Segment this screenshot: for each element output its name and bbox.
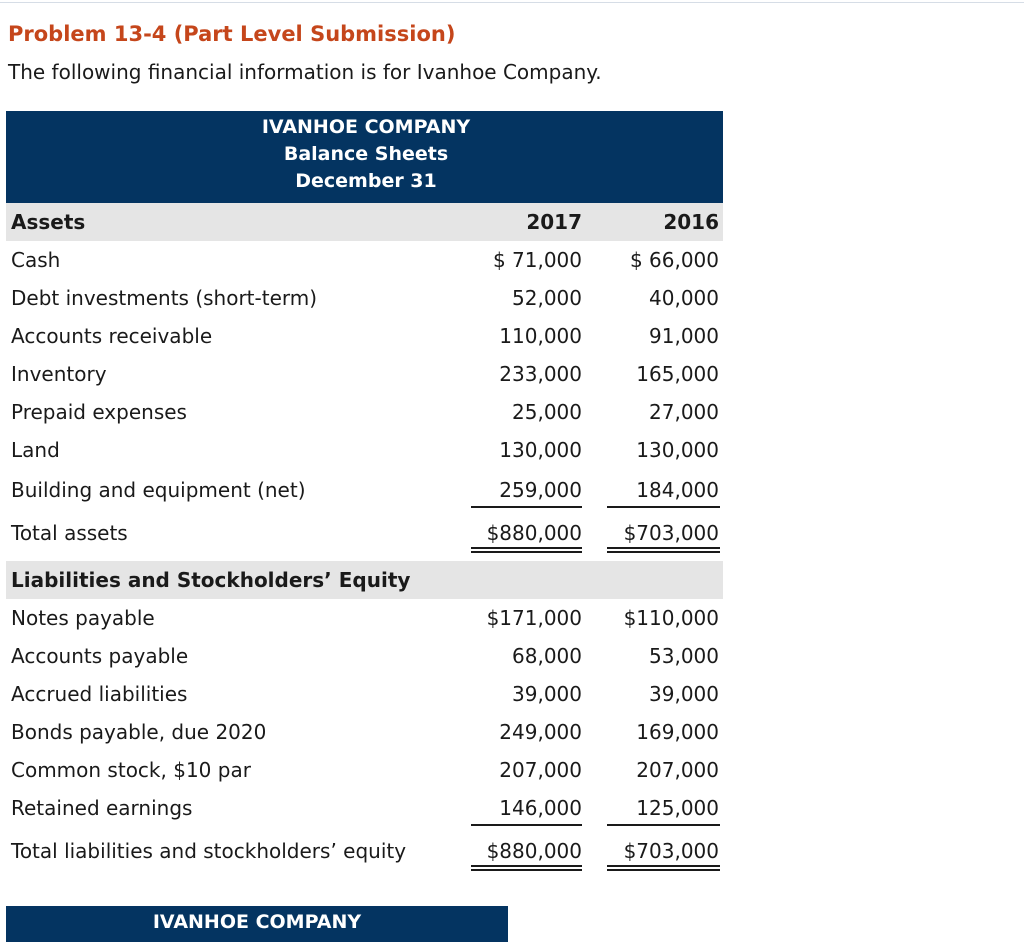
value-2016: 130,000 (636, 438, 719, 462)
value-2016: 27,000 (649, 400, 719, 424)
value-2017: 233,000 (499, 362, 582, 386)
subtotal-underline-2016 (607, 824, 720, 826)
total-assets-row (6, 511, 723, 561)
year-2016-header: 2016 (663, 210, 719, 234)
value-2017: 207,000 (499, 758, 582, 782)
table-row (6, 279, 723, 317)
table-row (6, 241, 723, 279)
value-2017: 52,000 (512, 286, 582, 310)
row-label: Notes payable (11, 606, 155, 630)
assets-heading: Assets (11, 210, 86, 234)
total-liabilities-2017: $880,000 (486, 839, 582, 863)
table-row (6, 355, 723, 393)
balance-sheet-header (6, 111, 723, 203)
value-2016: 125,000 (636, 796, 719, 820)
value-2017: $171,000 (486, 606, 582, 630)
table-row (6, 789, 723, 830)
value-2016: 184,000 (636, 478, 719, 502)
value-2017: 39,000 (512, 682, 582, 706)
total-double-underline-2017 (471, 865, 582, 871)
statement-name: Balance Sheets (283, 143, 449, 165)
row-label: Accounts receivable (11, 324, 213, 348)
subtotal-underline-2017 (471, 506, 582, 508)
table-row (6, 317, 723, 355)
value-2016: 39,000 (649, 682, 719, 706)
total-double-underline-2016 (607, 547, 720, 553)
row-label: Cash (11, 248, 61, 272)
table-row (6, 431, 723, 469)
total-liabilities-row (6, 830, 723, 880)
value-2016: 91,000 (649, 324, 719, 348)
total-liabilities-label: Total liabilities and stockholders’ equity (11, 839, 407, 863)
row-label: Accrued liabilities (11, 682, 188, 706)
value-2017: 68,000 (512, 644, 582, 668)
value-2017: 25,000 (512, 400, 582, 424)
row-label: Bonds payable, due 2020 (11, 720, 267, 744)
statement-date: December 31 (295, 170, 437, 192)
total-assets-2017: $880,000 (486, 521, 582, 545)
second-statement-company: IVANHOE COMPANY (152, 911, 362, 933)
table-row (6, 637, 723, 675)
value-2016: 169,000 (636, 720, 719, 744)
value-2017: 130,000 (499, 438, 582, 462)
top-divider (0, 2, 1024, 3)
total-liabilities-2016: $703,000 (623, 839, 719, 863)
row-label: Retained earnings (11, 796, 193, 820)
row-label: Prepaid expenses (11, 400, 187, 424)
subtotal-underline-2016 (607, 506, 720, 508)
row-label: Debt investments (short-term) (11, 286, 318, 310)
value-2016: $ 66,000 (629, 248, 719, 272)
year-2017-header: 2017 (526, 210, 582, 234)
table-row (6, 469, 723, 511)
problem-title: Problem 13-4 (Part Level Submission) (8, 22, 456, 46)
assets-heading-row (6, 203, 723, 241)
total-double-underline-2016 (607, 865, 720, 871)
value-2017: 259,000 (499, 478, 582, 502)
value-2016: 53,000 (649, 644, 719, 668)
value-2016: 207,000 (636, 758, 719, 782)
value-2016: $110,000 (623, 606, 719, 630)
company-name: IVANHOE COMPANY (261, 116, 471, 138)
total-assets-2016: $703,000 (623, 521, 719, 545)
table-row (6, 751, 723, 789)
total-assets-label: Total assets (11, 521, 128, 545)
value-2017: 110,000 (499, 324, 582, 348)
value-2017: 146,000 (499, 796, 582, 820)
problem-intro: The following financial information is for Ivanhoe Company. (8, 60, 602, 84)
row-label: Accounts payable (11, 644, 189, 668)
total-double-underline-2017 (471, 547, 582, 553)
subtotal-underline-2017 (471, 824, 582, 826)
table-row (6, 599, 723, 637)
row-label: Inventory (11, 362, 107, 386)
second-statement-header (6, 906, 508, 942)
row-label: Common stock, $10 par (11, 758, 251, 782)
table-row (6, 713, 723, 751)
liabilities-heading: Liabilities and Stockholders’ Equity (11, 568, 411, 592)
balance-sheet-table (6, 111, 723, 880)
row-label: Land (11, 438, 60, 462)
table-row (6, 393, 723, 431)
liabilities-heading-row (6, 561, 723, 599)
value-2016: 165,000 (636, 362, 719, 386)
table-row (6, 675, 723, 713)
value-2016: 40,000 (649, 286, 719, 310)
row-label: Building and equipment (net) (11, 478, 306, 502)
value-2017: $ 71,000 (492, 248, 582, 272)
value-2017: 249,000 (499, 720, 582, 744)
